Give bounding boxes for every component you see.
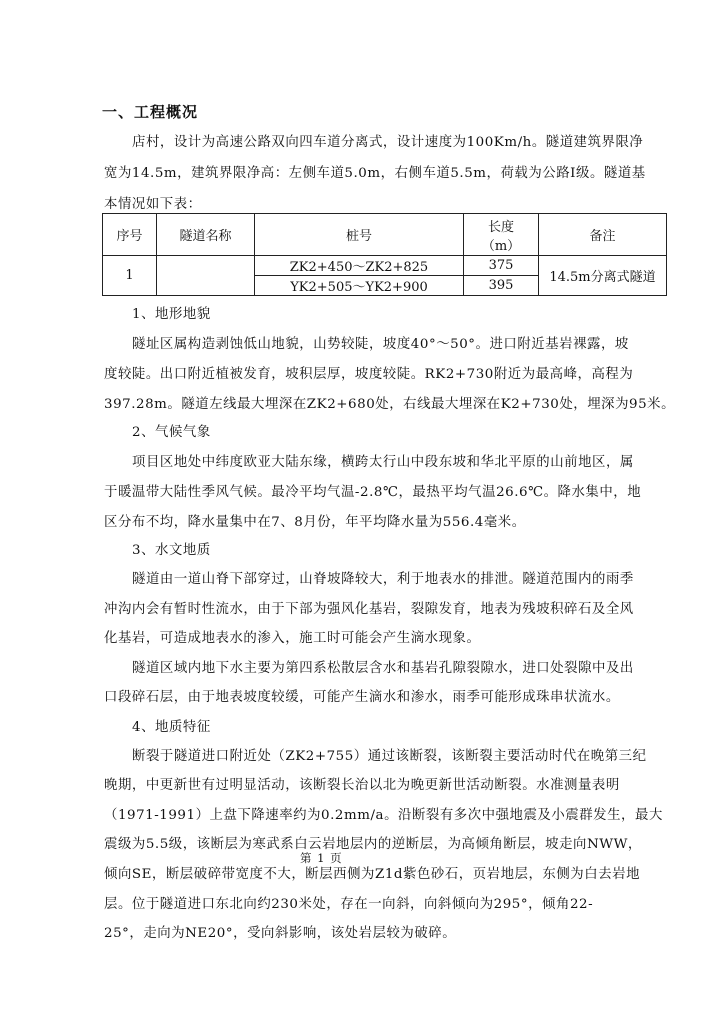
subsection-title: 4、地质特征	[132, 720, 211, 735]
header-length-label: 长度	[487, 219, 514, 235]
subsection-title: 2、气候气象	[132, 425, 211, 440]
paragraph-line: 化基岩，可造成地表水的渗入，施工时可能会产生滴水现象。	[104, 631, 481, 646]
cell-remark: 14.5m分离式隧道	[539, 256, 667, 296]
table-header-row	[103, 214, 667, 256]
header-station: 桩号	[255, 214, 464, 256]
section-title: 一、工程概况	[102, 103, 199, 121]
header-remark: 备注	[539, 214, 667, 256]
subsection-title: 3、水文地质	[132, 543, 211, 558]
paragraph-line: 震级为5.5级，该断层为寒武系白云岩地层内的逆断层，为高倾角断层，坡走向NWW，	[104, 837, 642, 852]
header-length-unit: （m）	[481, 238, 521, 254]
page-number: 第 1 页	[300, 851, 343, 865]
paragraph-line: 项目区地处中纬度欧亚大陆东缘，横跨太行山中段东坡和华北平原的山前地区，属	[132, 455, 634, 470]
paragraph-line: 断裂于隧道进口附近处（ZK2+755）通过该断裂，该断裂主要活动时代在晚第三纪	[132, 749, 647, 764]
paragraph-line: 25°，走向为NE20°，受向斜影响，该处岩层较为破碎。	[104, 926, 457, 941]
cell-length-right: 395	[464, 276, 539, 296]
header-seq: 序号	[103, 214, 157, 256]
paragraph-line: 区分布不均，降水量集中在7、8月份，年平均降水量为556.4毫米。	[104, 515, 526, 530]
paragraph-line: 晚期，中更新世有过明显活动，该断裂长治以北为晚更新世活动断裂。水准测量表明	[104, 778, 620, 793]
cell-name	[157, 256, 255, 296]
table-row	[103, 256, 667, 276]
paragraph-line: 度较陡。出口附近植被发育，坡积层厚，坡度较陡。RK2+730附近为最高峰，高程为	[104, 367, 634, 382]
header-name: 隧道名称	[157, 214, 255, 256]
paragraph-line: 397.28m。隧道左线最大埋深在ZK2+680处，右线最大埋深在K2+730处，埋深为95米。	[104, 397, 676, 412]
tunnel-info-table	[102, 213, 667, 296]
paragraph-line: 隧道区域内地下水主要为第四系松散层含水和基岩孔隙裂隙水，进口处裂隙中及出	[132, 661, 634, 676]
cell-station-right: YK2+505～YK2+900	[255, 276, 464, 296]
header-length	[464, 214, 539, 256]
intro-line: 本情况如下表：	[104, 197, 202, 212]
paragraph-line: （1971-1991）上盘下降速率约为0.2mm/a。沿断裂有多次中强地震及小震群发生，最大	[104, 808, 663, 823]
paragraph-line: 冲沟内会有暂时性流水，由于下部为强风化基岩，裂隙发育，地表为残坡积碎石及全风	[104, 602, 634, 617]
paragraph-line: 倾向SE，断层破碎带宽度不大，断层西侧为Z1d紫色砂石，页岩地层，东侧为白去岩地	[104, 867, 641, 882]
intro-line: 店村，设计为高速公路双向四车道分离式，设计速度为100Km/h。隧道建筑界限净	[132, 135, 644, 150]
cell-seq: 1	[103, 256, 157, 296]
paragraph-line: 层。位于隧道进口东北向约230米处，存在一向斜，向斜倾向为295°，倾角22-	[104, 897, 594, 912]
subsection-title: 1、地形地貌	[132, 307, 211, 322]
paragraph-line: 口段碎石层，由于地表坡度较缓，可能产生滴水和渗水，雨季可能形成珠串状流水。	[104, 690, 620, 705]
intro-line: 宽为14.5m，建筑界限净高：左侧车道5.0m，右侧车道5.5m，荷载为公路Ⅰ级。隧道基	[104, 166, 646, 181]
paragraph-line: 于暖温带大陆性季风气候。最冷平均气温-2.8℃，最热平均气温26.6℃。降水集中，地	[104, 485, 642, 500]
cell-length-left: 375	[464, 256, 539, 276]
paragraph-line: 隧址区属构造剥蚀低山地貌，山势较陡，坡度40°～50°。进口附近基岩裸露，坡	[132, 337, 629, 352]
cell-station-left: ZK2+450～ZK2+825	[255, 256, 464, 276]
paragraph-line: 隧道由一道山脊下部穿过，山脊坡降较大，利于地表水的排泄。隧道范围内的雨季	[132, 572, 634, 587]
